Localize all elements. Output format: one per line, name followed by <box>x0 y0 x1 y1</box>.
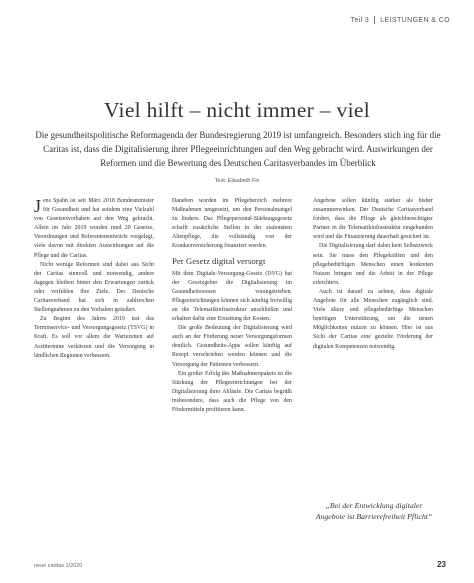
paragraph: Zu Beginn des Jahres 2019 trat das Terminservice- und Versorgungsgesetz (TSVG) in Kraft. Es soll vor allem die Wartezeiten auf Arztttermine verkürzen und die Versorgung in ländlichen Regionen verbessern. <box>34 316 154 359</box>
text-column-1 <box>34 197 154 547</box>
header-section: Teil 3 <box>350 16 370 24</box>
drop-cap: J <box>34 197 42 216</box>
paragraph-text: ens Spahn ist seit März 2018 Bundesminister für Gesundheit und hat seitdem eine Vielzahl von Gesetzesvorhaben auf den Weg gebracht. Allein im Jahr 2019 wurden rund 20 Gesetze, Verordnungen und Referentenentwürfe vorgelegt, viele davon mit direkten Auswirkungen auf die Pflege und die Caritas. <box>34 198 154 259</box>
paragraph: Die große Bedeutung der Digitalisierung wird auch an der Förderung neuer Versorgungsformen deutlich. Gesundheits-Apps sollen künftig auf Rezept verschrieben werden können und die Versorgung der Patienten verbessern. <box>172 325 292 368</box>
pull-quote: „Bei der Entwicklung digitaler Angebote ist Barrierefreiheit Pflicht“ <box>315 501 433 521</box>
paragraph <box>34 197 154 261</box>
subheading: Per Gesetz digital versorgt <box>172 255 266 266</box>
paragraph: Nicht wenige Reformen sind dabei aus Sicht der Caritas sinnvoll und notwendig, andere dagegen bleiben hinter den Erwartungen zurück oder verfehlen ihre Ziele. Der Deutsche Caritasverband hat sich in zahlreichen Stellungnahmen zu den Vorhaben geäußert. <box>34 261 154 314</box>
article-byline: Text: Elisabeth Fix <box>214 178 260 184</box>
footer-publication: neue caritas 1/2020 <box>34 563 83 569</box>
paragraph: Auch ist darauf zu achten, dass digitale Angebote für alle Menschen zugänglich sind. Viele ältere und pflegebedürftige Menschen benötigen Unterstützung, um die neuen Möglichkeiten nutzen zu können. Hier ist aus Sicht der Caritas eine gezielte Förderung der digitalen Kompetenzen notwendig. <box>313 288 433 350</box>
article-lead: Die gesundheitspolitische Reformagenda der Bundesregierung 2019 ist umfangreich. Besonders stich ing für die Caritas ist, dass die Digitalisierung ihrer Pflegeeinrichtungen auf den Weg gebracht wird. Auswirkungen der Reformen und die Bewertung des Deutschen Caritasverbandes im Überblick <box>35 130 441 168</box>
paragraph: Angebote sollen künftig stärker als bisher zusammenwirken. Der Deutsche Caritasverband fordert, dass die Pflege als gleichberechtigter Partner in die Telematikinfrastruktur eingebunden wird und die Finanzierung dauerhaft gesichert ist. <box>313 198 433 241</box>
header-chapter: LEISTUNGEN & CO <box>380 16 450 24</box>
paragraph: Daneben wurden im Pflegebereich mehrere Maßnahmen umgesetzt, um den Personalmangel zu lindern. Das Pflegepersonal-Stärkungsgesetz schafft zusätzliche Stellen in der stationären Altenpflege, die vollständig von der Krankenversicherung finanziert werden. <box>172 198 292 250</box>
article-title: Viel hilft – nicht immer – viel <box>104 98 370 122</box>
paragraph: Die Digitalisierung darf dabei kein Selbstzweck sein. Sie muss den Pflegekräften und den pflegebedürftigen Menschen einen konkreten Nutzen bringen und die Arbeit in der Pflege erleichtern. <box>313 243 433 286</box>
header-divider <box>374 16 375 24</box>
text-column-2 <box>172 197 292 547</box>
paragraph: Mit dem Digitale-Versorgung-Gesetz (DVG) hat der Gesetzgeber die Digitalisierung im Gesundheitswesen vorangetrieben. Pflegeeinrichtungen können sich künftig freiwillig an die Telematikinfrastruktur anschließen und erhalten dafür eine Erstattung der Kosten. <box>172 270 292 323</box>
text-column-3 <box>313 197 433 437</box>
page-number: 23 <box>437 560 446 569</box>
paragraph: Ein großer Erfolg des Maßnahmenpakets ist die Stärkung der Pflegeeinrichtungen bei der Digitalisierung ihrer Abläufe. Die Caritas begrüßt insbesondere, dass auch die Pflege von den Fördermitteln profitieren kann. <box>172 370 292 413</box>
running-header <box>350 16 450 24</box>
